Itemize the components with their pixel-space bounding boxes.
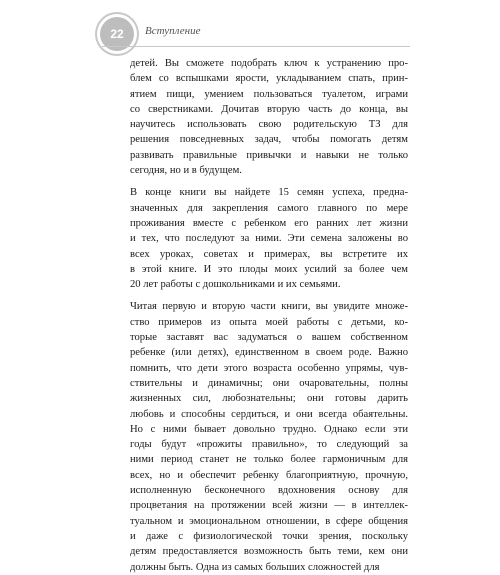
paragraph-gap (130, 178, 408, 185)
text-line: процветания на протяжении всей жизни — в интеллек- (130, 500, 408, 512)
body-text (130, 56, 408, 575)
running-head: Вступление (145, 25, 201, 37)
text-line: ребенке (или детях), единственном в своем роде. Важно (130, 347, 408, 359)
text-line: детям предоставляется возможность быть теми, кем они (130, 546, 408, 558)
text-line: развивать правильные привычки и навыки не только (130, 149, 408, 161)
text-line: исполненную бесконечного вдохновения основу для (130, 485, 408, 497)
text-line: ство примеров из опыта моей работы с детьми, ко- (130, 316, 408, 328)
text-line: ятием пищи, умением пользоваться туалетом, играми (130, 88, 408, 100)
text-line: любовь и способны сердиться, и они всегда обаятельны. (130, 408, 408, 420)
text-line: решения повседневных задач, чтобы помогать детям (130, 134, 408, 146)
header-divider (102, 46, 410, 47)
text-line: 20 лет работы с дошкольниками и их семьями. (130, 279, 341, 291)
text-line: помнить, что дети этого возраста особенно упрямы, чув- (130, 362, 408, 374)
text-line: и даже с физиологической точки зрения, поскольку (130, 530, 408, 542)
page-number: 22 (110, 27, 124, 41)
text-line: сегодня, но и в будущем. (130, 165, 242, 177)
text-line: должны быть. Одна из самых больших сложностей для (130, 561, 380, 573)
text-line: годы будут «прожиты правильно», то следующий за (130, 439, 408, 451)
text-line: ствительны и динамичны; они очаровательны, полны (130, 377, 408, 389)
paragraph (130, 299, 408, 574)
text-line: ними период станет не только более гармоничным для (130, 454, 408, 466)
paragraph (130, 185, 408, 292)
paragraph-gap (130, 292, 408, 299)
text-line: в этой книге. И это плоды моих усилий за более чем (130, 263, 408, 275)
text-line: проживания вместе с ребенком его ранних лет жизни (130, 217, 408, 229)
text-line: Но с ними бывает довольно трудно. Однако если эти (130, 423, 408, 435)
text-line: торые заставят вас задуматься о вашем собственном (130, 332, 408, 344)
text-line: Читая первую и вторую части книги, вы увидите множе- (130, 301, 408, 313)
text-line: туальном и эмоциональном отношении, в сфере общения (130, 515, 408, 527)
text-line: блем со вспышками ярости, укладыванием спать, прин- (130, 73, 408, 85)
paragraph (130, 56, 408, 178)
text-line: В конце книги вы найдете 15 семян успеха, предна- (130, 187, 408, 199)
text-line: и тех, что последуют за ними. Эти семена заложены во (130, 233, 408, 245)
text-line: значенных для закрепления самого главного по мере (130, 202, 408, 214)
text-line: всех, но и обеспечит ребенку благоприятную, прочную, (130, 469, 408, 481)
text-line: со сверстниками. Дочитав вторую часть до конца, вы (130, 103, 408, 115)
text-line: всех уроках, советах и примерах, вы встретите их (130, 248, 408, 260)
text-line: детей. Вы сможете подобрать ключ к устранению про- (130, 58, 408, 69)
text-line: жизненных сил, любознательны; они готовы дарить (130, 393, 408, 405)
text-line: научитесь использовать свою родительскую ТЗ для (130, 119, 408, 131)
